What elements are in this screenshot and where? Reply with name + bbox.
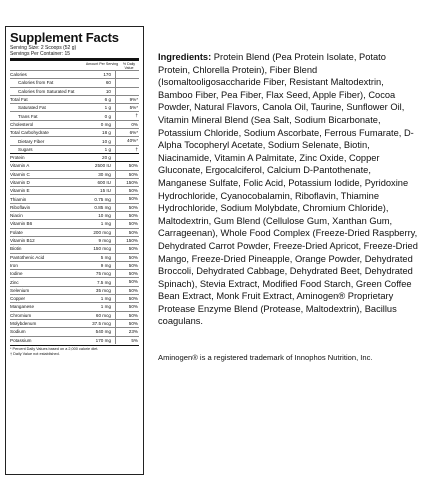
nutrient-amount: 10: [105, 88, 111, 94]
footnotes: [10, 345, 139, 357]
nutrient-name: Vitamin E: [10, 188, 30, 194]
nutrient-daily-value: 50%: [115, 220, 139, 227]
nutrient-amount: 30 mg: [98, 171, 111, 177]
nutrient-name: Sugars: [18, 146, 33, 152]
nutrient-row: [10, 178, 139, 186]
nutrient-amount: 15 IU: [100, 188, 111, 194]
nutrient-daily-value: 50%: [115, 254, 139, 261]
nutrient-daily-value: 50%: [115, 204, 139, 211]
nutrient-name: Iron: [10, 262, 18, 268]
nutrient-row: [10, 120, 139, 128]
nutrient-row: [10, 277, 139, 285]
nutrient-daily-value: [115, 154, 139, 161]
nutrient-daily-value: 50%: [115, 295, 139, 302]
nutrient-daily-value: 40%*: [115, 137, 139, 144]
nutrient-amount: 10 mg: [98, 213, 111, 219]
nutrient-name: Dietary Fiber: [18, 138, 45, 144]
nutrient-amount: 540 mg: [95, 329, 111, 335]
nutrient-daily-value: 50%: [115, 171, 139, 178]
nutrient-amount: 170 mg: [95, 337, 111, 343]
serving-size: Serving Size: 2 Scoops (52 g): [10, 45, 77, 51]
nutrient-amount: 6 g: [104, 97, 111, 103]
nutrient-row: [10, 319, 139, 327]
amount-per-serving-header: Amount Per Serving: [85, 62, 119, 66]
nutrient-daily-value: †: [115, 146, 139, 153]
nutrient-daily-value: 5%: [115, 337, 139, 344]
nutrient-amount: 1 mg: [100, 304, 111, 310]
nutrient-row: [10, 228, 139, 236]
nutrient-name: Calories: [10, 72, 27, 78]
servings-per-container: Servings Per Container: 15: [10, 51, 71, 57]
footnote-daily-value: * Percent Daily Values based on a 2,000 calorie diet.: [10, 346, 99, 351]
nutrient-amount: 75 mcg: [95, 271, 111, 277]
nutrient-daily-value: 50%: [115, 187, 139, 194]
nutrient-row: [10, 186, 139, 194]
nutrient-row: [10, 70, 139, 78]
nutrient-row: [10, 95, 139, 103]
nutrient-amount: 9 mcg: [98, 238, 111, 244]
nutrient-row: [10, 286, 139, 294]
nutrient-name: Cholesterol: [10, 121, 34, 127]
nutrient-amount: 60 mcg: [95, 312, 111, 318]
nutrient-daily-value: 50%: [115, 270, 139, 277]
nutrient-name: Riboflavin: [10, 204, 31, 210]
nutrient-amount: 2500 IU: [94, 163, 111, 169]
nutrient-amount: 150 mcg: [93, 246, 111, 252]
nutrient-name: Pantothenic Acid: [10, 254, 45, 260]
nutrient-amount: 60: [105, 80, 111, 86]
nutrient-row: [10, 78, 139, 86]
nutrient-amount: 0.85 mg: [94, 204, 111, 210]
nutrient-amount: 600 IU: [97, 180, 111, 185]
nutrient-row: [10, 136, 139, 144]
nutrient-name: Folate: [10, 229, 23, 235]
nutrient-daily-value: †: [115, 112, 139, 119]
nutrient-name: Potassium: [10, 337, 32, 343]
nutrient-row: [10, 153, 139, 161]
nutrient-name: Protein: [10, 155, 25, 161]
nutrient-name: Saturated Fat: [18, 105, 46, 111]
nutrient-daily-value: 50%: [115, 262, 139, 269]
nutrient-daily-value: 50%: [115, 212, 139, 219]
nutrient-daily-value: 150%: [115, 179, 139, 186]
nutrient-row: [10, 327, 139, 335]
nutrient-daily-value: 50%: [115, 162, 139, 169]
nutrient-daily-value: 50%: [115, 312, 139, 319]
nutrient-amount: 35 mcg: [95, 287, 111, 293]
nutrient-row: [10, 211, 139, 219]
nutrient-row: [10, 145, 139, 153]
nutrient-row: [10, 170, 139, 178]
nutrient-row: [10, 87, 139, 95]
nutrient-amount: 1 mg: [100, 296, 111, 302]
nutrient-amount: 1 g: [104, 105, 111, 111]
nutrient-name: Vitamin B12: [10, 238, 35, 244]
nutrient-name: Chromium: [10, 312, 32, 318]
column-header: [10, 61, 139, 70]
nutrient-daily-value: 50%: [115, 303, 139, 310]
nutrient-amount: 1 g: [104, 146, 111, 152]
nutrient-row: [10, 203, 139, 211]
nutrient-amount: 5 mg: [100, 254, 111, 260]
nutrient-amount: 0.75 mg: [94, 196, 111, 202]
nutrient-daily-value: 50%: [115, 278, 139, 285]
footnote-not-established: † Daily Value not established.: [10, 351, 60, 356]
nutrient-name: Thiamin: [10, 196, 27, 202]
daily-value-header: % Daily Value: [122, 62, 136, 70]
nutrient-row: [10, 111, 139, 119]
nutrient-daily-value: [115, 71, 139, 78]
nutrient-name: Iodine: [10, 271, 23, 277]
nutrient-row: [10, 261, 139, 269]
nutrient-daily-value: 6%*: [115, 129, 139, 136]
nutrient-name: Sodium: [10, 329, 26, 335]
nutrient-daily-value: 50%: [115, 287, 139, 294]
nutrient-amount: 0 mg: [100, 121, 111, 127]
nutrient-daily-value: 50%: [115, 195, 139, 202]
nutrient-name: Molybdenum: [10, 321, 37, 327]
nutrient-row: [10, 194, 139, 202]
supplement-facts-title: Supplement Facts: [10, 30, 119, 45]
nutrient-daily-value: 50%: [115, 245, 139, 252]
nutrient-row: [10, 128, 139, 136]
nutrient-daily-value: 150%: [115, 237, 139, 244]
nutrient-row: [10, 253, 139, 261]
nutrient-amount: 18 g: [102, 130, 111, 136]
trademark-note: Aminogen® is a registered trademark of Innophos Nutrition, Inc.: [158, 353, 373, 362]
nutrient-name: Selenium: [10, 287, 30, 293]
nutrient-table: [10, 70, 139, 344]
nutrient-name: Zinc: [10, 279, 19, 285]
nutrient-row: [10, 294, 139, 302]
nutrient-row: [10, 236, 139, 244]
nutrient-name: Vitamin C: [10, 171, 30, 177]
nutrient-name: Niacin: [10, 213, 23, 219]
nutrient-row: [10, 269, 139, 277]
nutrient-amount: 7.5 mg: [96, 279, 111, 285]
nutrient-row: [10, 161, 139, 169]
ingredients-block: [158, 51, 420, 328]
nutrient-amount: 20 g: [102, 155, 111, 161]
nutrient-daily-value: 5%*: [115, 104, 139, 111]
nutrient-daily-value: 23%: [115, 328, 139, 335]
nutrient-name: Vitamin A: [10, 163, 30, 169]
nutrient-amount: 37.5 mcg: [92, 321, 111, 327]
nutrient-amount: 10 g: [102, 138, 111, 144]
nutrient-daily-value: 0%: [115, 121, 139, 128]
nutrient-name: Trans Fat: [18, 113, 38, 119]
nutrient-row: [10, 219, 139, 227]
nutrient-name: Copper: [10, 296, 26, 302]
ingredients-text: Protein Blend (Pea Protein Isolate, Potato Protein, Chlorella Protein), Fiber Blend (Isomaltooligosaccharide Fiber, Resistant Maltodextrin, Bamboo Fiber, Pea Fiber, Flax Seed, Apple Fiber), Cocoa Powder, Natural Flavors, Canola Oil, Taurine, Sunflower Oil, Vitamin Mineral Blend (Sea Salt, Sodium Bicarbonate, Potassium Chloride, Sodium Ascorbate, Ferrous Fumarate, D-Alpha Tocopheryl Acetate, Sodium Selenate, Biotin, Niacinamide, Vitamin A Palmitate, Zinc Oxide, Copper Gluconate, Ergocalciferol, Calcium D-Pantothenate, Manganese Sulfate, Folic Acid, Potassium Iodide, Pyridoxine Hydrochloride, Cyanocobalamin, Riboflavin, Thiamine Hydrochloride, Sodium Molybdate, Chromium Chloride), Maltodextrin, Gum Blend (Cellulose Gum, Xanthan Gum, Carrageenan), Whole Food Complex (Freeze-Dried Raspberry, Dehydrated Carrot Powder, Freeze-Dried Apricot, Freeze-Dried Mango, Freeze-Dried Pineapple, Orange Powder, Dehydrated Broccoli, Dehydrated Cabbage, Dehydrated Beet, Dehydrated Spinach), Stevia Extract, Modified Food Starch, Green Coffee Bean Extract, Monk Fruit Extract, Aminogen® Proprietary Protease Enzyme Blend (Protease, Maltodextrin), Bacillus coagulans.: [158, 52, 418, 327]
nutrient-amount: 200 mcg: [93, 229, 111, 235]
nutrient-amount: 1 mg: [100, 221, 111, 227]
nutrient-amount: 9 mg: [100, 262, 111, 268]
nutrient-row: [10, 302, 139, 310]
nutrient-row: [10, 244, 139, 252]
nutrient-row: [10, 336, 139, 344]
nutrient-name: Vitamin B6: [10, 221, 33, 227]
nutrient-amount: 0 g: [104, 113, 111, 119]
nutrient-name: Calories from Fat: [18, 80, 54, 86]
nutrient-amount: 170: [103, 72, 111, 78]
nutrient-daily-value: [115, 88, 139, 95]
nutrient-daily-value: 50%: [115, 229, 139, 236]
nutrient-daily-value: [115, 79, 139, 86]
nutrient-name: Biotin: [10, 246, 22, 252]
supplement-facts-panel: [5, 26, 144, 475]
nutrient-daily-value: 9%*: [115, 96, 139, 103]
nutrient-name: Manganese: [10, 304, 35, 310]
nutrient-row: [10, 311, 139, 319]
ingredients-label: Ingredients:: [158, 52, 212, 62]
nutrient-name: Calories from Saturated Fat: [18, 88, 75, 94]
nutrient-daily-value: 50%: [115, 320, 139, 327]
nutrient-name: Total Fat: [10, 97, 28, 103]
nutrient-row: [10, 103, 139, 111]
nutrient-name: Total Carbohydrate: [10, 130, 49, 136]
nutrient-name: Vitamin D: [10, 180, 30, 185]
